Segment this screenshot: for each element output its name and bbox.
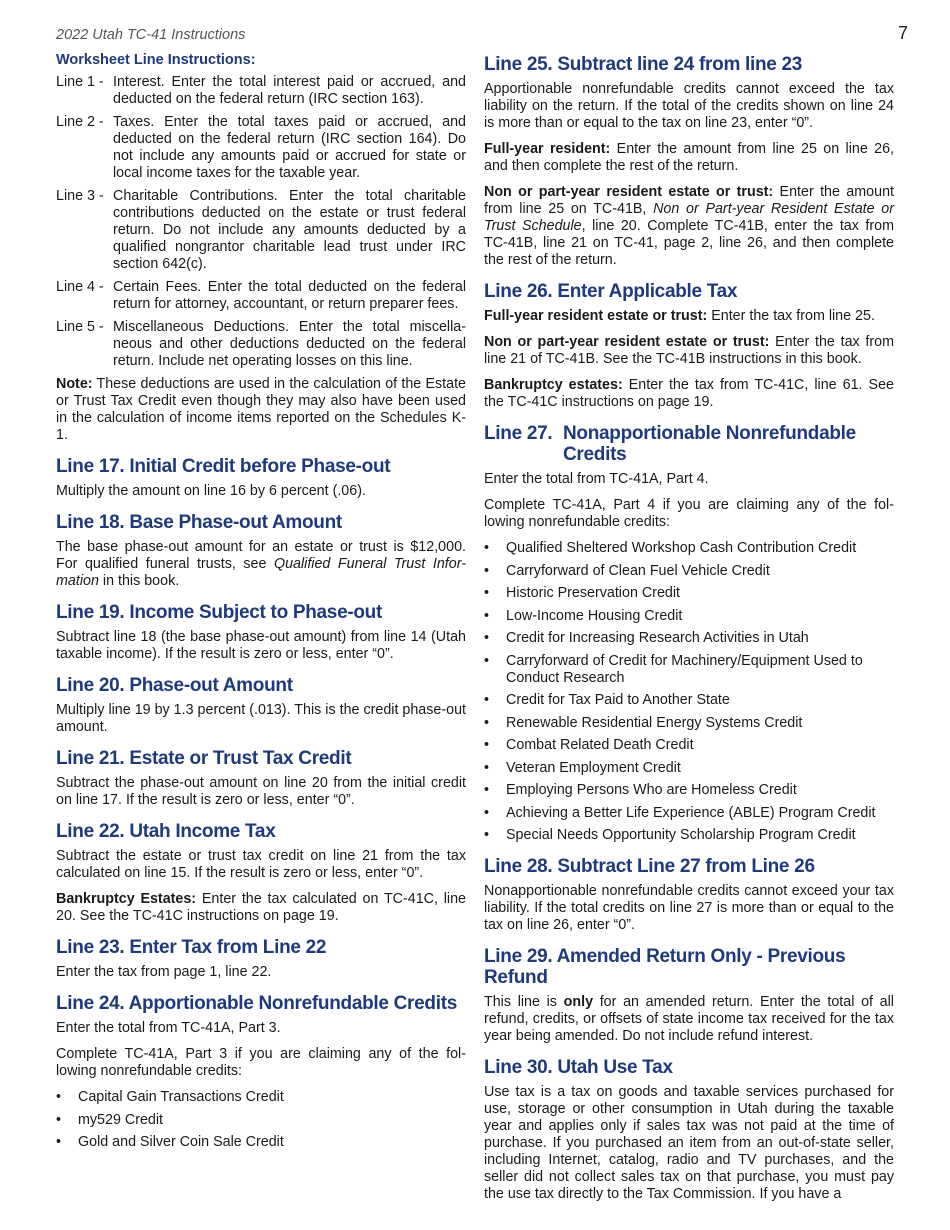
worksheet-line: Line 2 - Taxes. Enter the total taxes paid or accrued, and deducted on the federal return (IRC section 164). Do not include any amounts paid or accrued for state or local income taxes for the taxable year.	[56, 114, 466, 181]
line28-heading: Line 28. Subtract Line 27 from Line 26	[484, 856, 815, 877]
list-item: • Combat Related Death Credit	[484, 737, 694, 753]
list-item: • Carryforward of Credit for Machinery/Equipment Used to Conduct Research	[484, 652, 863, 686]
line26-partyear-text: Non or part-year resident estate or trust: Enter the tax from line 21 of TC-41B. See the TC-41B instructions in this book.	[484, 334, 894, 367]
line26-heading: Line 26. Enter Applicable Tax	[484, 281, 738, 302]
worksheet-line: Line 1 - Interest. Enter the total interest paid or accrued, and deducted on the federal return (IRC section 163).	[56, 74, 466, 107]
line25-text: Apportionable nonrefundable credits cannot exceed the tax liability on the return. If the total of the credits shown on line 24 is more than or equal to the tax on line 23, enter “0”.	[484, 81, 894, 131]
list-item: • Gold and Silver Coin Sale Credit	[56, 1134, 284, 1150]
line21-heading: Line 21. Estate or Trust Tax Credit	[56, 748, 352, 769]
worksheet-heading: Worksheet Line Instructions:	[56, 52, 256, 68]
line29-heading: Line 29. Amended Return Only - Previous Refund	[484, 946, 846, 988]
list-item: • Credit for Increasing Research Activities in Utah	[484, 630, 809, 646]
line20-text: Multiply line 19 by 1.3 percent (.013). This is the credit phase-out amount.	[56, 702, 466, 735]
line18-text: The base phase-out amount for an estate or trust is $12,000. For qualified funeral trusts, see Qualified Funeral Trust Infor-mation in this book.	[56, 539, 466, 589]
worksheet-line: Line 3 - Charitable Contributions. Enter the total charitable contributions deducted on the estate or trust federal return. Do not include any amounts deducted by a qualified nongrantor charitable lead trust under IRC section 642(c).	[56, 188, 466, 272]
line17-heading: Line 17. Initial Credit before Phase-out	[56, 456, 391, 477]
list-item: • Capital Gain Transactions Credit	[56, 1089, 284, 1105]
list-item: • Carryforward of Clean Fuel Vehicle Credit	[484, 562, 770, 579]
worksheet-line: Line 4 - Certain Fees. Enter the total deducted on the federal return for attorney, accountant, or return preparer fees.	[56, 279, 466, 312]
list-item: • Credit for Tax Paid to Another State	[484, 692, 730, 708]
line22-heading: Line 22. Utah Income Tax	[56, 821, 276, 842]
left-column	[56, 52, 466, 1159]
list-item: • Employing Persons Who are Homeless Credit	[484, 782, 797, 798]
page-number: 7	[898, 23, 909, 43]
line26-fullyear-text: Full-year resident estate or trust: Enter the tax from line 25.	[484, 308, 875, 324]
list-item: • Low-Income Housing Credit	[484, 607, 683, 624]
line30-heading: Line 30. Utah Use Tax	[484, 1057, 673, 1078]
line25-partyear-text: Non or part-year resident estate or trust: Enter the amount from line 25 on TC-41B, Non or Part-year Resident Estate or Trust Schedule, line 20. Complete TC-41B, enter the tax from TC-41B, line 21 on TC-41, page 2, line 26, and then complete the rest of the return.	[484, 184, 894, 268]
worksheet-line: Line 5 - Miscellaneous Deductions. Enter the total miscella-neous and other deductions deducted on the federal return. Include net operating losses on this line.	[56, 319, 466, 369]
list-item: • Historic Preservation Credit	[484, 585, 680, 601]
line27-text: Enter the total from TC-41A, Part 4.	[484, 471, 709, 487]
line24-credit-list	[56, 1089, 466, 1151]
line18-heading: Line 18. Base Phase-out Amount	[56, 512, 342, 533]
line19-heading: Line 19. Income Subject to Phase-out	[56, 602, 383, 623]
line24-text: Enter the total from TC-41A, Part 3.	[56, 1020, 281, 1036]
line29-text: This line is only for an amended return. Enter the total of all refund, credits, or offsets of state income tax received for the tax year being amended. Do not include refund interest.	[484, 994, 894, 1044]
line24-text-2: Complete TC-41A, Part 3 if you are claiming any of the fol-lowing nonrefundable credits:	[56, 1046, 466, 1079]
line22-bankruptcy-text: Bankruptcy Estates: Enter the tax calculated on TC-41C, line 20. See the TC-41C instructions on page 19.	[56, 891, 467, 924]
right-column	[484, 52, 894, 1212]
line21-text: Subtract the phase-out amount on line 20 from the initial credit on line 17. If the result is zero or less, enter “0”.	[56, 775, 466, 808]
line20-heading: Line 20. Phase-out Amount	[56, 675, 293, 696]
line23-heading: Line 23. Enter Tax from Line 22	[56, 937, 327, 958]
line22-text: Subtract the estate or trust tax credit on line 21 from the tax calculated on line 15. If the result is zero or less, enter “0”.	[56, 848, 466, 881]
line24-heading: Line 24. Apportionable Nonrefundable Credits	[56, 993, 457, 1014]
worksheet-note: Note: These deductions are used in the calculation of the Estate or Trust Tax Credit even though they may also have been used in the calculation of income items reported on the Schedules K-1.	[56, 376, 466, 443]
line17-text: Multiply the amount on line 16 by 6 percent (.06).	[56, 483, 366, 499]
line19-text: Subtract line 18 (the base phase-out amount) from line 14 (Utah taxable income). If the result is zero or less, enter “0”.	[56, 629, 466, 662]
line27-credit-list	[484, 540, 894, 844]
line25-fullyear-text: Full-year resident: Enter the amount from line 25 on line 26, and then complete the rest of the return.	[484, 141, 894, 174]
running-header: 2022 Utah TC-41 Instructions	[56, 27, 246, 43]
line27-heading: Line 27. Nonapportionable Nonrefundable Credits	[484, 423, 856, 465]
list-item: • Veteran Employment Credit	[484, 759, 681, 776]
line27-text-2: Complete TC-41A, Part 4 if you are claiming any of the fol-lowing nonrefundable credits:	[484, 497, 894, 530]
line25-heading: Line 25. Subtract line 24 from line 23	[484, 54, 803, 75]
line23-text: Enter the tax from page 1, line 22.	[56, 964, 272, 980]
line28-text: Nonapportionable nonrefundable credits cannot exceed your tax liability. If the total credits on line 27 is more than or equal to the tax on line 26, enter “0”.	[484, 883, 894, 933]
list-item: • Renewable Residential Energy Systems Credit	[484, 714, 803, 731]
list-item: • Achieving a Better Life Experience (ABLE) Program Credit	[484, 804, 876, 821]
list-item: • my529 Credit	[56, 1111, 164, 1128]
line26-bankruptcy-text: Bankruptcy estates: Enter the tax from TC-41C, line 61. See the TC-41C instructions on page 19.	[484, 377, 894, 410]
line30-text: Use tax is a tax on goods and taxable services purchased for use, storage or other consumption in Utah during the taxable year and applies only if sales tax was not paid at the time of purchase. If you purchased an item from an out-of-state seller, including Internet, catalog, radio and TV purchases, and the seller did not collect sales tax on that purchase, you must pay the use tax directly to the Tax Commission. If you have a	[484, 1084, 894, 1202]
list-item: • Special Needs Opportunity Scholarship Program Credit	[484, 827, 856, 843]
list-item: • Qualified Sheltered Workshop Cash Contribution Credit	[484, 540, 857, 556]
